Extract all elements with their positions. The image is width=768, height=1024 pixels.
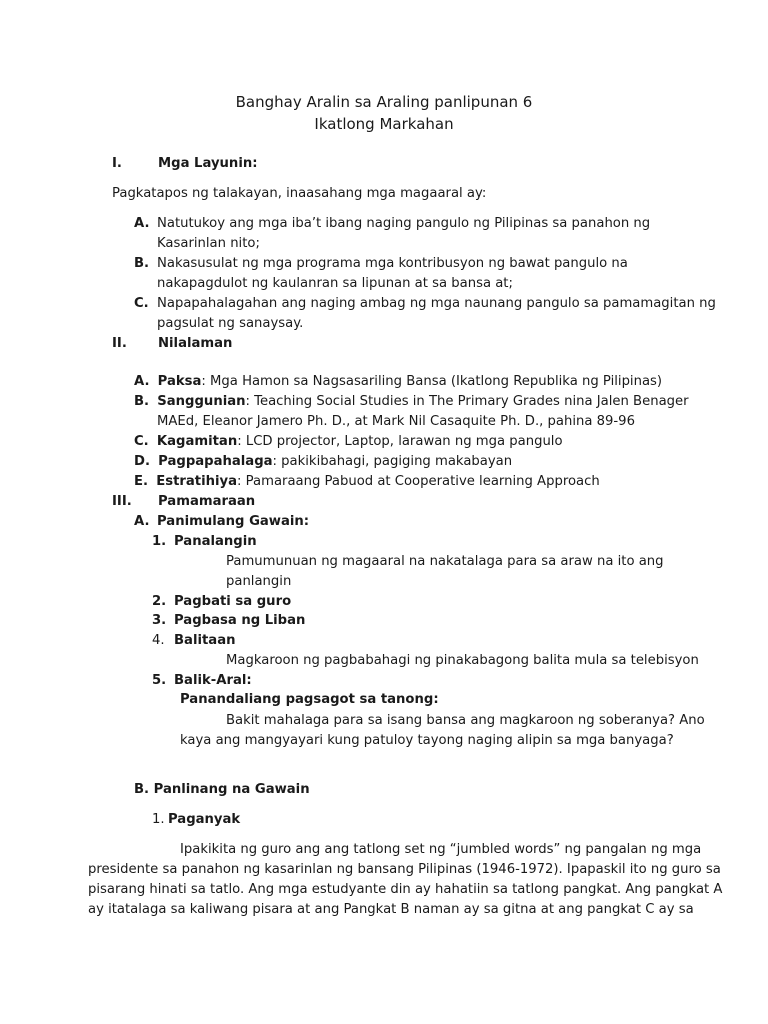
subsection-marker: A. (134, 514, 150, 529)
paragraph-line: ay itatalaga sa kaliwang pisara at ang Pangkat B naman ay sa gitna at ang pangkat C ay sa (88, 902, 694, 917)
step-marker: 5. (152, 673, 167, 688)
list-marker: C. (134, 296, 149, 311)
item-label: Pagpapahalaga (158, 454, 273, 469)
intro-text: Pagkatapos ng talakayan, inaasahang mga magaaral ay: (112, 186, 487, 201)
step-description: panlangin (226, 574, 292, 589)
item-label: Paksa (157, 374, 202, 389)
item-text: : LCD projector, Laptop, larawan ng mga pangulo (237, 434, 563, 449)
list-item-text: Napapahalagahan ang naging ambag ng mga naunang pangulo sa pamamagitan ng (157, 296, 716, 311)
item-text-continuation: MAEd, Eleanor Jamero Ph. D., at Mark Nil Casaquite Ph. D., pahina 89-96 (157, 414, 635, 429)
section-heading: Nilalaman (158, 336, 233, 351)
item-label: Kagamitan (156, 434, 238, 449)
list-item (134, 392, 689, 412)
step-label: Pagbati sa guro (174, 594, 292, 609)
list-item (134, 372, 662, 392)
list-item-text: Nakasusulat ng mga programa mga kontribusyon ng bawat pangulo na (157, 256, 628, 271)
step-description: Pamumunuan ng magaaral na nakatalaga para sa araw na ito ang (226, 554, 664, 569)
list-marker: C. (134, 434, 149, 449)
step-description: kaya ang mangyayari kung patuloy tayong naging alipin sa mga banyaga? (180, 733, 674, 748)
paragraph-line: Ipakikita ng guro ang ang tatlong set ng “jumbled words” ng pangalan ng mga (180, 842, 702, 857)
item-text: : pakikibahagi, pagiging makabayan (272, 454, 513, 469)
step-label: Pagbasa ng Liban (174, 613, 306, 628)
list-marker: B. (134, 394, 150, 409)
item-label: Sanggunian (157, 394, 246, 409)
subsection-heading: Panimulang Gawain: (157, 514, 310, 529)
step-marker: 2. (152, 594, 167, 609)
section-heading: Pamamaraan (158, 494, 256, 509)
list-marker: A. (134, 374, 150, 389)
step-marker: 1. (152, 812, 165, 827)
item-text: : Mga Hamon sa Nagsasariling Bansa (Ikatlong Republika ng Pilipinas) (201, 374, 663, 389)
paragraph-line: pisarang hinati sa tatlo. Ang mga estudyante din ay hahatiin sa tatlong pangkat. Ang pangkat A (88, 882, 723, 897)
section-marker: I. (112, 156, 122, 171)
list-marker: B. (134, 256, 150, 271)
list-item (134, 472, 600, 492)
list-item (134, 432, 563, 452)
step-subheading: Panandaliang pagsagot sa tanong: (180, 692, 439, 707)
list-item-text: nakapagdulot ng kaulanran sa lipunan at sa bansa at; (157, 276, 513, 291)
step-description: Magkaroon ng pagbabahagi ng pinakabagong balita mula sa telebisyon (226, 653, 699, 668)
list-marker: A. (134, 216, 150, 231)
step-label: Balitaan (174, 633, 236, 648)
subsection-heading: B. Panlinang na Gawain (134, 782, 310, 797)
item-label: Estratihiya (156, 474, 238, 489)
step-label: Paganyak (168, 812, 241, 827)
step-description: Bakit mahalaga para sa isang bansa ang magkaroon ng soberanya? Ano (226, 713, 705, 728)
document-title: Banghay Aralin sa Araling panlipunan 6 (235, 93, 533, 111)
item-text: : Teaching Social Studies in The Primary Grades nina Jalen Benager (245, 394, 689, 409)
document-subtitle: Ikatlong Markahan (314, 115, 454, 133)
step-marker: 3. (152, 613, 167, 628)
list-item (134, 452, 512, 472)
step-marker: 1. (152, 534, 167, 549)
section-marker: II. (112, 336, 127, 351)
section-marker: III. (112, 494, 132, 509)
list-item-text: pagsulat ng sanaysay. (157, 316, 304, 331)
item-text: : Pamaraang Pabuod at Cooperative learning Approach (237, 474, 600, 489)
list-marker: D. (134, 454, 150, 469)
section-heading: Mga Layunin: (158, 156, 258, 171)
step-marker: 4. (152, 633, 165, 648)
list-marker: E. (134, 474, 149, 489)
list-item-text: Kasarinlan nito; (157, 236, 260, 251)
step-label: Balik-Aral: (174, 673, 252, 688)
paragraph-line: presidente sa panahon ng kasarinlan ng bansang Pilipinas (1946-1972). Ipapaskil ito ng guro sa (88, 862, 721, 877)
list-item-text: Natutukoy ang mga iba’t ibang naging pangulo ng Pilipinas sa panahon ng (157, 216, 651, 231)
step-label: Panalangin (174, 534, 257, 549)
